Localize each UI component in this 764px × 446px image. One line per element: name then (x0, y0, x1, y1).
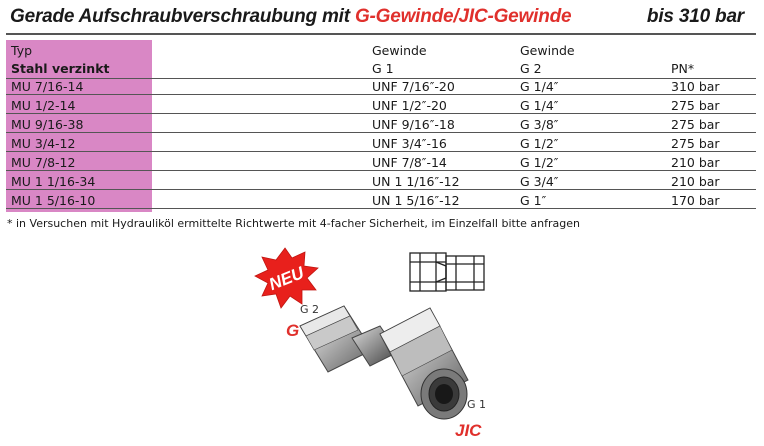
cell-g2: G 1″ (520, 193, 547, 208)
cell-pn: 210 bar (671, 155, 720, 170)
cell-g1: UNF 9/16″-18 (372, 117, 455, 132)
neu-badge-label: NEU (266, 263, 307, 295)
cell-pn: 275 bar (671, 117, 720, 132)
cell-g2: G 1/4″ (520, 98, 559, 113)
header-g2: G 2 (520, 61, 542, 76)
cell-g1: UNF 3/4″-16 (372, 136, 447, 151)
cell-pn: 310 bar (671, 79, 720, 94)
cell-pn: 170 bar (671, 193, 720, 208)
cell-g2: G 1/2″ (520, 136, 559, 151)
header-gewinde-2: Gewinde (520, 43, 575, 58)
cell-type: MU 1 5/16-10 (11, 193, 96, 208)
cell-g1: UNF 7/16″-20 (372, 79, 455, 94)
port-label-g1: G 1 (467, 398, 487, 411)
title-pressure: bis 310 bar (646, 6, 744, 27)
cell-type: MU 1/2-14 (11, 98, 76, 113)
header-material: Stahl verzinkt (11, 61, 110, 76)
cell-g1: UN 1 1/16″-12 (372, 174, 460, 189)
title-prefix: Gerade Aufschraubverschraubung mit (10, 6, 355, 27)
footnote: * in Versuchen mit Hydrauliköl ermittelte Richtwerte mit 4-facher Sicherheit, im Einzelfall bitte anfragen (7, 217, 580, 230)
cell-type: MU 9/16-38 (11, 117, 84, 132)
cell-type: MU 7/8-12 (11, 155, 76, 170)
cell-g1: UNF 7/8″-14 (372, 155, 447, 170)
cell-type: MU 1 1/16-34 (11, 174, 96, 189)
title-accent: G-Gewinde/JIC-Gewinde (354, 6, 572, 27)
cell-pn: 210 bar (671, 174, 720, 189)
cell-g2: G 1/2″ (520, 155, 559, 170)
cell-g1: UNF 1/2″-20 (372, 98, 447, 113)
cell-pn: 275 bar (671, 136, 720, 151)
cell-g2: G 3/8″ (520, 117, 559, 132)
port-label-g2: G 2 (300, 303, 320, 316)
cell-type: MU 7/16-14 (11, 79, 84, 94)
cell-g2: G 3/4″ (520, 174, 559, 189)
cell-type: MU 3/4-12 (11, 136, 76, 151)
header-typ: Typ (11, 43, 33, 58)
thread-label-g: G (286, 321, 300, 340)
cell-g1: UN 1 5/16″-12 (372, 193, 460, 208)
fitting-product-photo (300, 306, 468, 419)
header-pn: PN* (671, 61, 695, 76)
fitting-cross-section-drawing (410, 253, 484, 291)
neu-starburst-badge (255, 248, 318, 308)
header-gewinde-1: Gewinde (372, 43, 427, 58)
cell-pn: 275 bar (671, 98, 720, 113)
cell-g2: G 1/4″ (520, 79, 559, 94)
header-g1: G 1 (372, 61, 394, 76)
thread-label-jic: JIC (455, 421, 482, 440)
